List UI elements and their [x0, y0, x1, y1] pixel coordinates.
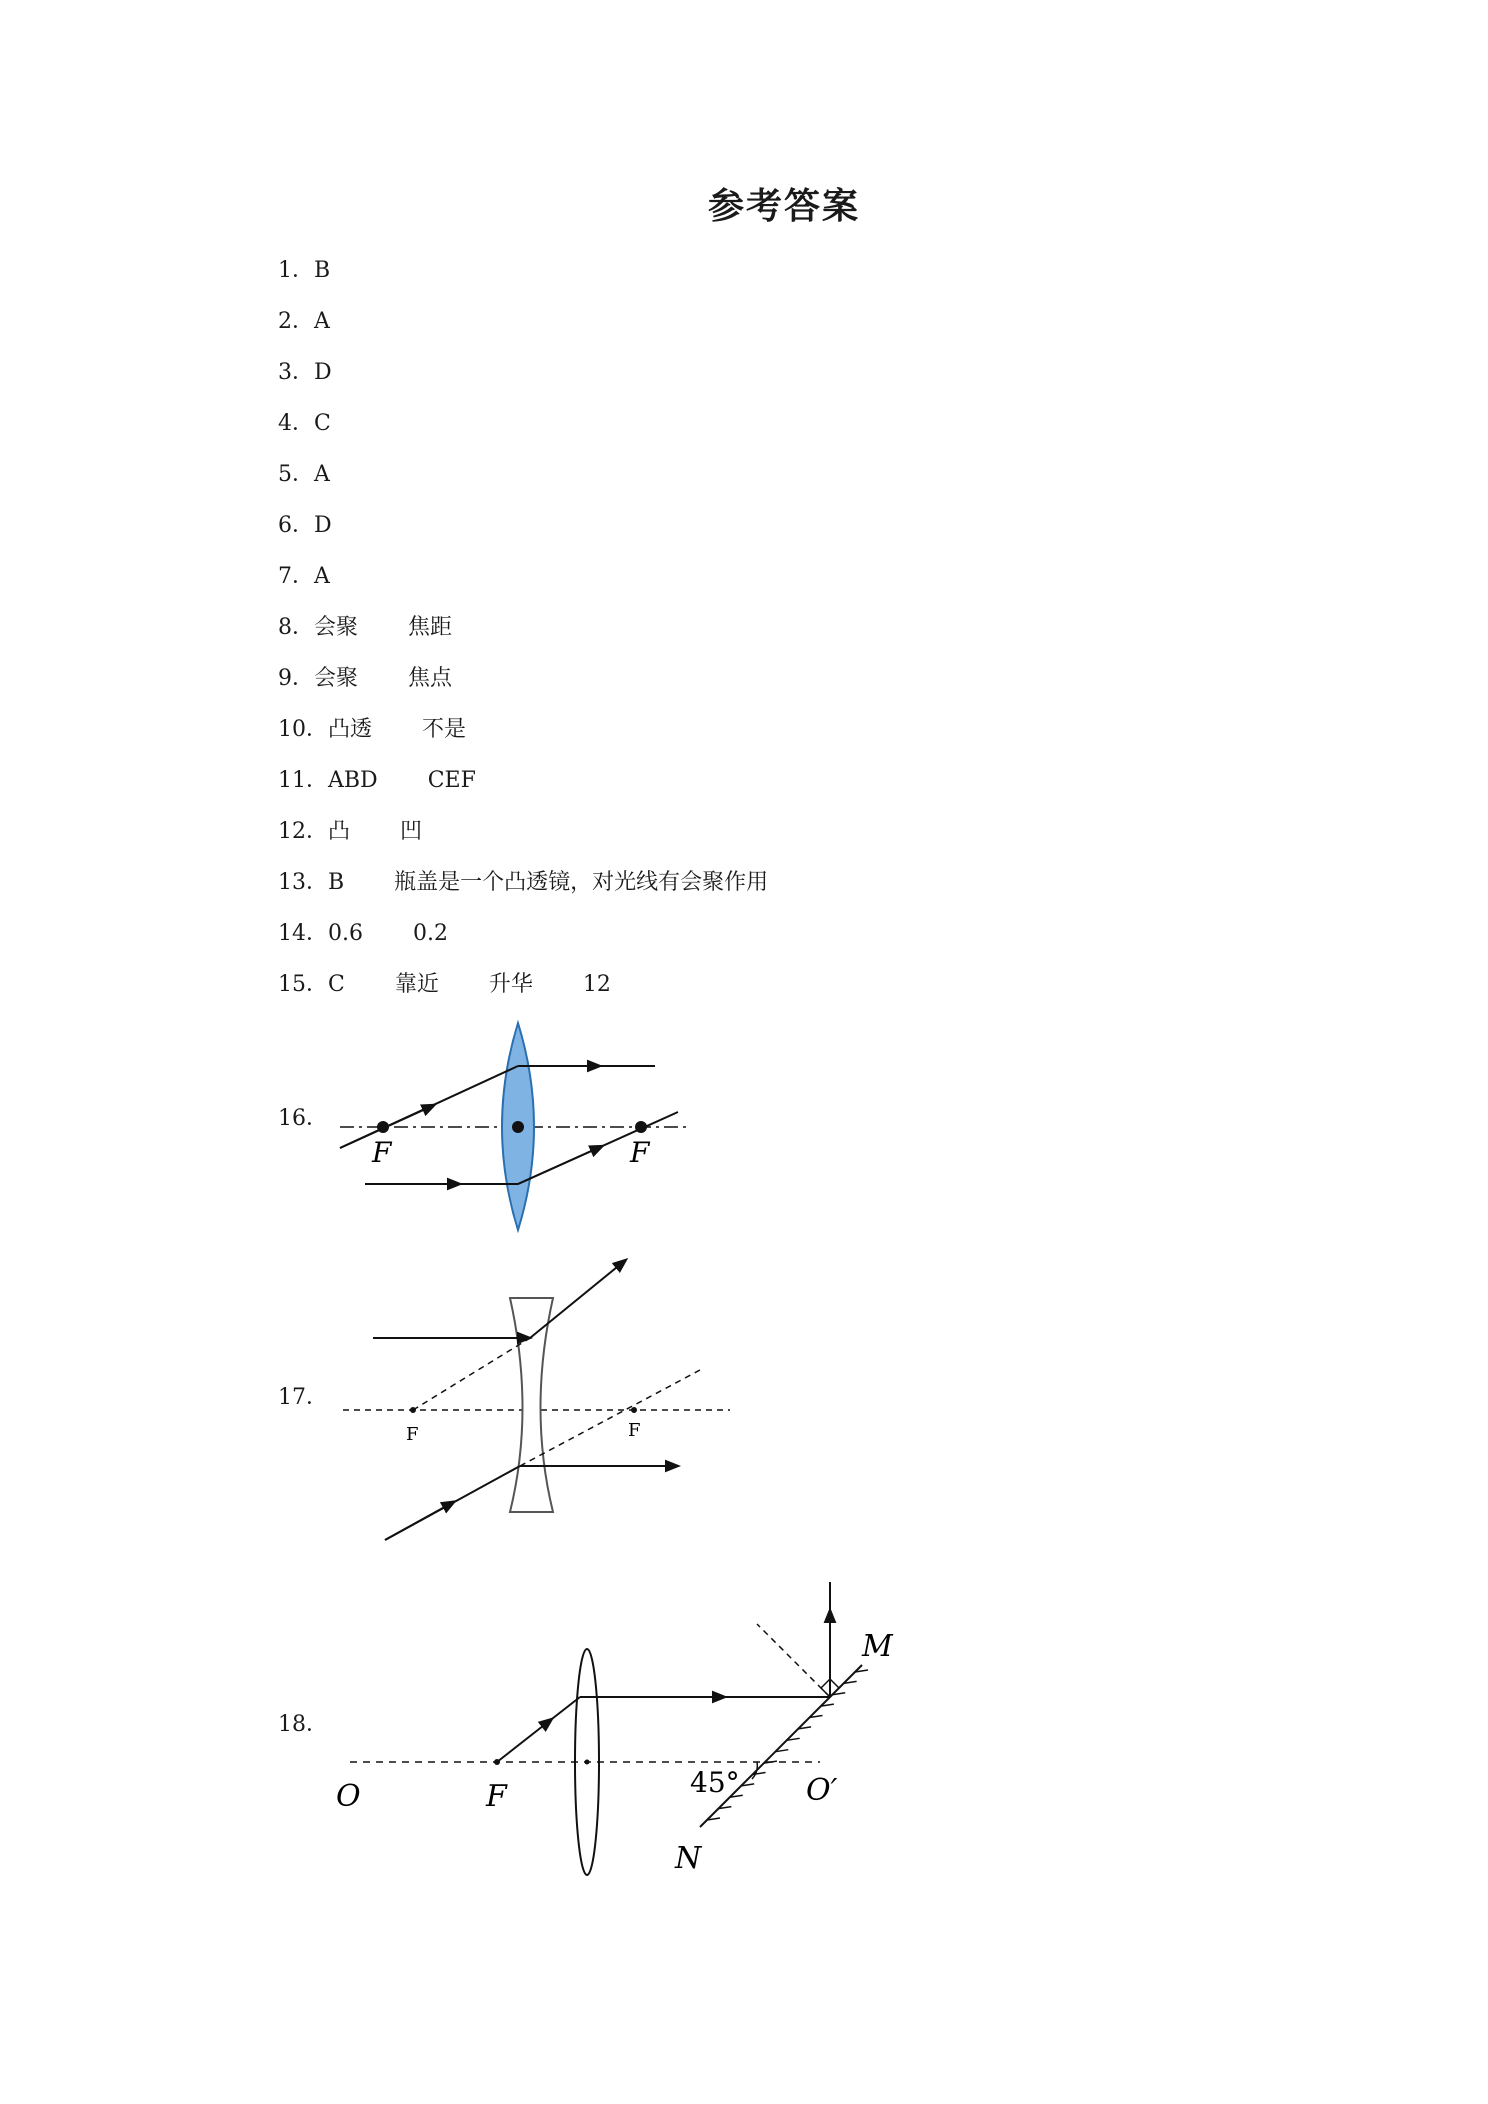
answer-value: B	[328, 870, 345, 895]
answer-value: 会聚	[314, 666, 359, 691]
angle-arc	[752, 1762, 757, 1779]
answer-value: D	[314, 513, 332, 538]
point-f-label: F	[486, 1779, 507, 1814]
answer-number: 15．	[278, 972, 328, 997]
answer-value: 凸透	[328, 717, 373, 742]
point-o-label: O	[336, 1779, 361, 1814]
normal-line	[757, 1624, 830, 1697]
answer-value: 不是	[422, 717, 467, 742]
focus-label-right: F	[628, 1420, 641, 1441]
plane-mirror	[700, 1665, 862, 1827]
answer-value: A	[314, 564, 330, 589]
ray-from-focus	[497, 1722, 548, 1762]
figure-16-label: 16．	[278, 1106, 328, 1131]
focus-label-left: F	[372, 1136, 392, 1169]
focus-label-right: F	[630, 1136, 650, 1169]
answer-value: 0.6	[328, 921, 363, 946]
answer-number: 8．	[278, 615, 314, 640]
answer-value: 12	[582, 972, 611, 997]
answer-number: 5．	[278, 462, 314, 487]
answer-number: 9．	[278, 666, 314, 691]
answer-value: 会聚	[314, 615, 359, 640]
answer-value: 焦距	[408, 615, 453, 640]
answer-value: B	[314, 258, 331, 283]
mirror-bottom-label: N	[675, 1841, 702, 1876]
answer-value: 凹	[400, 819, 423, 844]
answer-value: C	[314, 411, 331, 436]
answer-value: A	[314, 309, 330, 334]
mirror-top-label: M	[862, 1629, 893, 1664]
answer-number: 6．	[278, 513, 314, 538]
answer-number: 1．	[278, 258, 314, 283]
answer-value: 凸	[328, 819, 351, 844]
page-title: 参考答案	[707, 186, 860, 227]
answer-value: 瓶盖是一个凸透镜，对光线有会聚作用	[394, 870, 769, 895]
focus-label-left: F	[406, 1424, 419, 1445]
answer-number: 14．	[278, 921, 328, 946]
answer-value: D	[314, 360, 332, 385]
answer-value: 升华	[488, 972, 533, 997]
optical-center	[585, 1760, 590, 1765]
answer-value: A	[314, 462, 330, 487]
answer-number: 13．	[278, 870, 328, 895]
answer-value: 靠近	[394, 972, 439, 997]
answer-number: 7．	[278, 564, 314, 589]
answer-value: 0.2	[413, 921, 448, 946]
answer-number: 11．	[278, 768, 328, 793]
angle-label: 45°	[690, 1766, 740, 1799]
point-o-prime-label: O′	[806, 1773, 838, 1808]
answer-number: 4．	[278, 411, 314, 436]
answer-value: 焦点	[408, 666, 453, 691]
answer-value: C	[328, 972, 345, 997]
answer-value: ABD	[328, 768, 378, 793]
answer-value: CEF	[427, 768, 476, 793]
answer-number: 12．	[278, 819, 328, 844]
answer-number: 2．	[278, 309, 314, 334]
figure-17-label: 17．	[278, 1385, 328, 1410]
answer-number: 3．	[278, 360, 314, 385]
figure-18-label: 18．	[278, 1712, 328, 1737]
answer-number: 10．	[278, 717, 328, 742]
